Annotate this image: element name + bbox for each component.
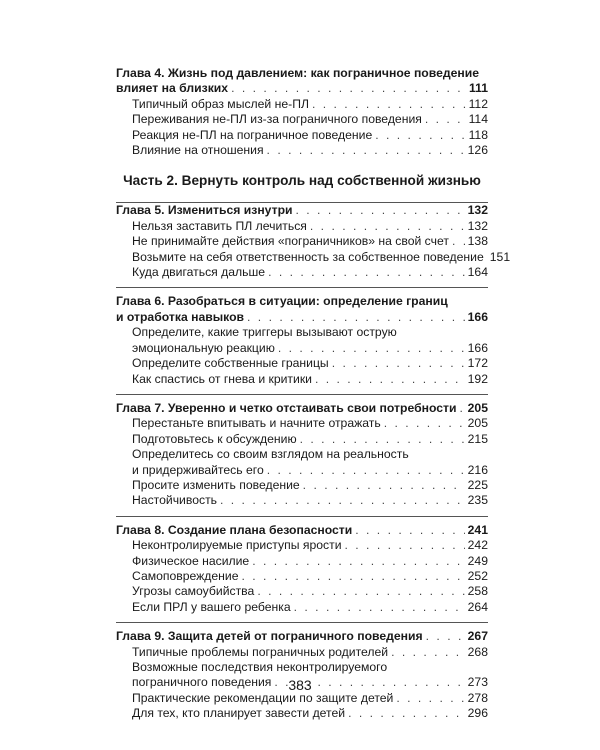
dot-leader — [310, 219, 465, 234]
toc-item-title-line1: Определитесь со своим взглядом на реальность — [132, 447, 409, 462]
chapter-4-entry[interactable] — [116, 81, 488, 96]
toc-item-title: Настойчивость — [132, 493, 218, 508]
toc-item[interactable] — [116, 249, 511, 265]
dot-leader — [452, 234, 465, 249]
toc-item[interactable] — [116, 112, 488, 127]
toc-item[interactable] — [116, 584, 488, 599]
toc-item[interactable] — [116, 265, 488, 280]
dot-leader — [315, 372, 465, 387]
chapter-8-entry[interactable] — [116, 523, 488, 538]
chapter-6-page: 166 — [467, 309, 488, 324]
toc-item[interactable] — [116, 432, 488, 447]
toc-item-page: 138 — [467, 234, 488, 249]
toc-item[interactable] — [116, 356, 488, 371]
toc-item-page: 205 — [467, 416, 488, 431]
chapter-8-page: 241 — [467, 522, 488, 537]
toc-item-page: 192 — [467, 371, 488, 386]
chapter-6-entry[interactable] — [116, 310, 488, 325]
toc-item[interactable] — [116, 219, 488, 234]
chapter-4-title-line1: Глава 4. Жизнь под давлением: как пограничное поведение — [116, 66, 480, 80]
toc-item[interactable] — [116, 645, 488, 660]
toc-item-title: Практические рекомендации по защите детей — [132, 690, 394, 705]
chapter-8-title: Глава 8. Создание плана безопасности — [116, 522, 353, 537]
dot-leader — [425, 112, 466, 127]
toc-item-title: Перестаньте впитывать и начните отражать — [132, 416, 381, 431]
chapter-7-title: Глава 7. Уверенно и четко отстаивать свои потребности — [116, 400, 457, 415]
toc-item-page: 132 — [467, 218, 488, 233]
chapter-5-title: Глава 5. Измениться изнутри — [116, 203, 293, 218]
toc-item-title: Просите изменить поведение — [132, 477, 300, 492]
toc-item[interactable] — [116, 416, 488, 431]
toc-item-title-line2: эмоциональную реакцию — [132, 340, 275, 355]
toc-item-page: 216 — [467, 462, 488, 477]
toc-item-title: Угрозы самоубийства — [132, 584, 255, 599]
toc-item[interactable] — [116, 706, 488, 721]
toc-item[interactable] — [116, 691, 488, 706]
toc-item[interactable] — [116, 128, 488, 143]
chapter-6-title-line1: Глава 6. Разобраться в ситуации: определение границ — [116, 294, 448, 309]
toc-item-page: 273 — [467, 675, 488, 690]
toc-item-title: Самоповреждение — [132, 568, 239, 583]
toc-item-page: 126 — [467, 143, 488, 158]
dot-leader — [296, 203, 465, 218]
toc-item-title-line1: Определите, какие триггеры вызывают острую — [132, 325, 397, 340]
toc-item-title: Типичный образ мыслей не-ПЛ — [132, 96, 309, 111]
toc-item-page: 114 — [468, 112, 488, 127]
toc-item[interactable] — [116, 600, 488, 615]
dot-leader — [348, 706, 465, 721]
toc-item[interactable] — [116, 372, 488, 387]
toc-item-title: Если ПРЛ у вашего ребенка — [132, 599, 291, 614]
toc-item-title: Нельзя заставить ПЛ лечиться — [132, 218, 307, 233]
toc-item-title: Не принимайте действия «пограничников» на свой счет — [132, 234, 449, 249]
toc-item-title: Как спастись от гнева и критики — [132, 371, 312, 386]
toc-item[interactable] — [116, 538, 488, 553]
toc-item-page: 268 — [467, 644, 488, 659]
toc-item-title: Реакция не-ПЛ на пограничное поведение — [132, 127, 373, 142]
toc-item-title: Влияние на отношения — [132, 143, 264, 158]
dot-leader — [220, 493, 465, 508]
toc-item[interactable] — [116, 478, 488, 493]
dot-leader — [294, 600, 465, 615]
toc-item-title-line2: пограничного поведения — [132, 675, 272, 690]
toc-item-page: 166 — [467, 340, 488, 355]
toc-item-page: 249 — [467, 553, 488, 568]
toc-item-title: Типичные проблемы пограничных родителей — [132, 644, 389, 659]
dot-leader — [268, 265, 465, 280]
chapter-7-section — [116, 394, 488, 509]
toc-item-page: 278 — [467, 690, 488, 705]
toc-item-title-line1: Возможные последствия неконтролируемого — [132, 660, 388, 674]
dot-leader — [312, 97, 466, 112]
dot-leader — [303, 478, 465, 493]
chapter-8-section — [116, 516, 488, 615]
dot-leader — [384, 416, 465, 431]
toc-item-page: 258 — [467, 584, 488, 599]
chapter-5-page: 132 — [467, 203, 488, 218]
page-number: 383 — [288, 677, 312, 693]
chapter-9-page: 267 — [467, 629, 488, 644]
toc-item-page: 151 — [489, 249, 511, 264]
dot-leader — [426, 629, 465, 644]
dot-leader — [391, 645, 465, 660]
chapter-7-page: 205 — [467, 400, 488, 415]
chapter-4-title-line2: влияет на близких — [116, 81, 229, 96]
dot-leader — [252, 554, 464, 569]
dot-leader — [300, 432, 465, 447]
toc-item-title: Куда двигаться дальше — [132, 265, 266, 280]
dot-leader — [278, 341, 465, 356]
toc-item-page: 252 — [467, 568, 488, 583]
dot-leader — [247, 310, 465, 325]
toc-item-page: 172 — [467, 356, 488, 371]
toc-item-page: 242 — [467, 538, 488, 553]
dot-leader — [345, 538, 465, 553]
dot-leader — [396, 691, 464, 706]
chapter-7-entry[interactable] — [116, 401, 488, 416]
toc-item-title: Возьмите на себя ответственность за собственное поведение — [132, 249, 484, 264]
toc-item-page: 164 — [467, 265, 488, 280]
toc-item[interactable] — [116, 554, 488, 569]
toc-item-title: Переживания не-ПЛ из-за пограничного поведения — [132, 112, 422, 127]
chapter-9-section — [116, 622, 488, 721]
dot-leader — [355, 523, 464, 538]
toc-item-title: Неконтролируемые приступы ярости — [132, 538, 342, 553]
dot-leader — [231, 81, 466, 96]
dot-leader — [267, 143, 465, 158]
dot-leader — [332, 356, 465, 371]
toc-item-title: Для тех, кто планирует завести детей — [132, 706, 346, 721]
chapter-5-section — [116, 202, 511, 280]
chapter-4-section — [116, 66, 488, 158]
toc-item[interactable] — [116, 463, 488, 478]
chapter-9-entry[interactable] — [116, 629, 488, 644]
toc-item[interactable] — [116, 97, 488, 112]
toc-item-page: 235 — [467, 493, 488, 508]
toc-item-page: 118 — [468, 127, 488, 142]
dot-leader — [257, 584, 464, 599]
toc-item-page: 296 — [467, 706, 488, 721]
chapter-5-entry[interactable] — [116, 203, 488, 218]
chapter-9-title: Глава 9. Защита детей от пограничного поведения — [116, 629, 423, 644]
toc-item-page: 215 — [467, 431, 488, 446]
chapter-6-section — [116, 287, 488, 386]
toc-item[interactable] — [116, 493, 488, 508]
toc-item-title: Подготовьтесь к обсуждению — [132, 431, 297, 446]
toc-item-page: 112 — [468, 96, 488, 111]
toc-item[interactable] — [116, 569, 488, 584]
chapter-4-page: 111 — [469, 81, 488, 96]
toc-item-page: 225 — [467, 477, 488, 492]
dot-leader — [242, 569, 465, 584]
toc-item-title: Физическое насилие — [132, 553, 250, 568]
toc-item[interactable] — [116, 143, 488, 158]
chapter-6-title-line2: и отработка навыков — [116, 309, 245, 324]
toc-item-title-line2: и придерживайтесь его — [132, 462, 264, 477]
part-2-title: Часть 2. Вернуть контроль над собственной жизнью — [123, 173, 481, 189]
toc-item-page: 264 — [467, 599, 488, 614]
table-of-contents — [116, 66, 511, 722]
toc-item[interactable] — [116, 234, 488, 249]
toc-item[interactable] — [116, 341, 488, 356]
dot-leader — [267, 463, 465, 478]
dot-leader — [375, 128, 465, 143]
toc-item-title: Определите собственные границы — [132, 356, 329, 371]
dot-leader — [459, 401, 464, 416]
